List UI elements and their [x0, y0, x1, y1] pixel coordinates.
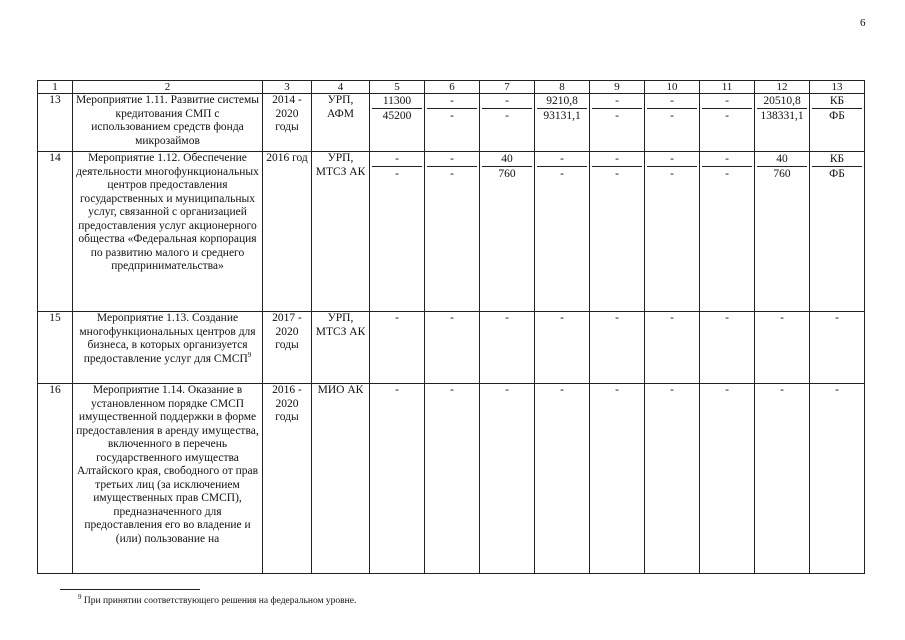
value-cell: -	[810, 312, 865, 384]
executor: УРП, МТСЗ АК	[312, 312, 370, 384]
value-cell: -	[480, 384, 535, 574]
value-cell: -	[755, 384, 810, 574]
page-number: 6	[860, 17, 866, 29]
value-cell: КБ ФБ	[810, 152, 865, 312]
value-cell: - -	[425, 94, 480, 152]
executor: УРП, АФМ	[312, 94, 370, 152]
header-cell: 10	[645, 81, 700, 94]
value-cell: 40 760	[480, 152, 535, 312]
value-cell: -	[370, 384, 425, 574]
row-number: 13	[38, 94, 73, 152]
activity-description: Мероприятие 1.13. Создание многофункциональных центров для бизнеса, в которых организуется предоставление услуг для СМСП$^9$	[73, 312, 263, 384]
header-cell: 12	[755, 81, 810, 94]
header-cell: 11	[700, 81, 755, 94]
header-cell: 9	[590, 81, 645, 94]
value-cell: -	[645, 312, 700, 384]
value-cell: -	[480, 312, 535, 384]
value-cell: -	[425, 312, 480, 384]
value-cell: КБ ФБ	[810, 94, 865, 152]
footnote-divider	[60, 589, 200, 590]
activity-description: Мероприятие 1.12. Обеспечение деятельности многофункциональных центров предоставления государственных и муниципальных услуг, связанной с организацией предоставления услуг акционерного общества «Федеральная корпорация по развитию малого и среднего предпринимательства»	[73, 152, 263, 312]
value-cell: -	[425, 384, 480, 574]
value-cell: - -	[425, 152, 480, 312]
header-cell: 1	[38, 81, 73, 94]
value-cell: - -	[370, 152, 425, 312]
footnote-ref: 9	[247, 350, 252, 359]
value-cell: - -	[645, 94, 700, 152]
header-cell: 4	[312, 81, 370, 94]
value-cell: 20510,8 138331,1	[755, 94, 810, 152]
value-cell: 40 760	[755, 152, 810, 312]
executor: УРП, МТСЗ АК	[312, 152, 370, 312]
value-cell: -	[755, 312, 810, 384]
period: 2016 год	[263, 152, 312, 312]
footnote	[78, 592, 357, 606]
activity-description: Мероприятие 1.11. Развитие системы кредитования СМП с использованием средств фонда микрозаймов	[73, 94, 263, 152]
value-cell: -	[700, 312, 755, 384]
header-cell: 3	[263, 81, 312, 94]
value-cell: - -	[480, 94, 535, 152]
table-row	[38, 94, 865, 152]
value-cell: - -	[700, 152, 755, 312]
table-row	[38, 312, 865, 384]
value-cell: -	[810, 384, 865, 574]
header-cell: 13	[810, 81, 865, 94]
activity-description: Мероприятие 1.14. Оказание в установленном порядке СМСП имущественной поддержки в форме предоставления в аренду имущества, включенного в перечень государственного имущества Алтайского края, свободного от прав третьих лиц (за исключением имущественных прав СМСП), предназначенного для предоставления его во владение и (или) пользование на	[73, 384, 263, 574]
value-cell: - -	[590, 152, 645, 312]
footnote-text: При принятии соответствующего решения на федеральном уровне.	[83, 596, 357, 606]
period: 2017 - 2020 годы	[263, 312, 312, 384]
value-cell: -	[700, 384, 755, 574]
value-cell: 11300 45200	[370, 94, 425, 152]
row-number: 14	[38, 152, 73, 312]
value-cell: -	[535, 312, 590, 384]
value-cell: -	[535, 384, 590, 574]
header-cell: 6	[425, 81, 480, 94]
header-cell: 8	[535, 81, 590, 94]
period: 2014 - 2020 годы	[263, 94, 312, 152]
executor: МИО АК	[312, 384, 370, 574]
row-number: 15	[38, 312, 73, 384]
header-row	[38, 81, 865, 94]
header-cell: 7	[480, 81, 535, 94]
value-cell: - -	[645, 152, 700, 312]
value-cell: -	[590, 384, 645, 574]
value-cell: -	[590, 312, 645, 384]
period: 2016 - 2020 годы	[263, 384, 312, 574]
value-cell: -	[370, 312, 425, 384]
table-row	[38, 384, 865, 574]
value-cell: - -	[700, 94, 755, 152]
activities-table	[37, 80, 865, 574]
value-cell: - -	[590, 94, 645, 152]
row-number: 16	[38, 384, 73, 574]
table-row	[38, 152, 865, 312]
header-cell: 2	[73, 81, 263, 94]
header-cell: 5	[370, 81, 425, 94]
value-cell: - -	[535, 152, 590, 312]
footnote-mark: 9	[78, 592, 82, 601]
value-cell: -	[645, 384, 700, 574]
value-cell: 9210,8 93131,1	[535, 94, 590, 152]
